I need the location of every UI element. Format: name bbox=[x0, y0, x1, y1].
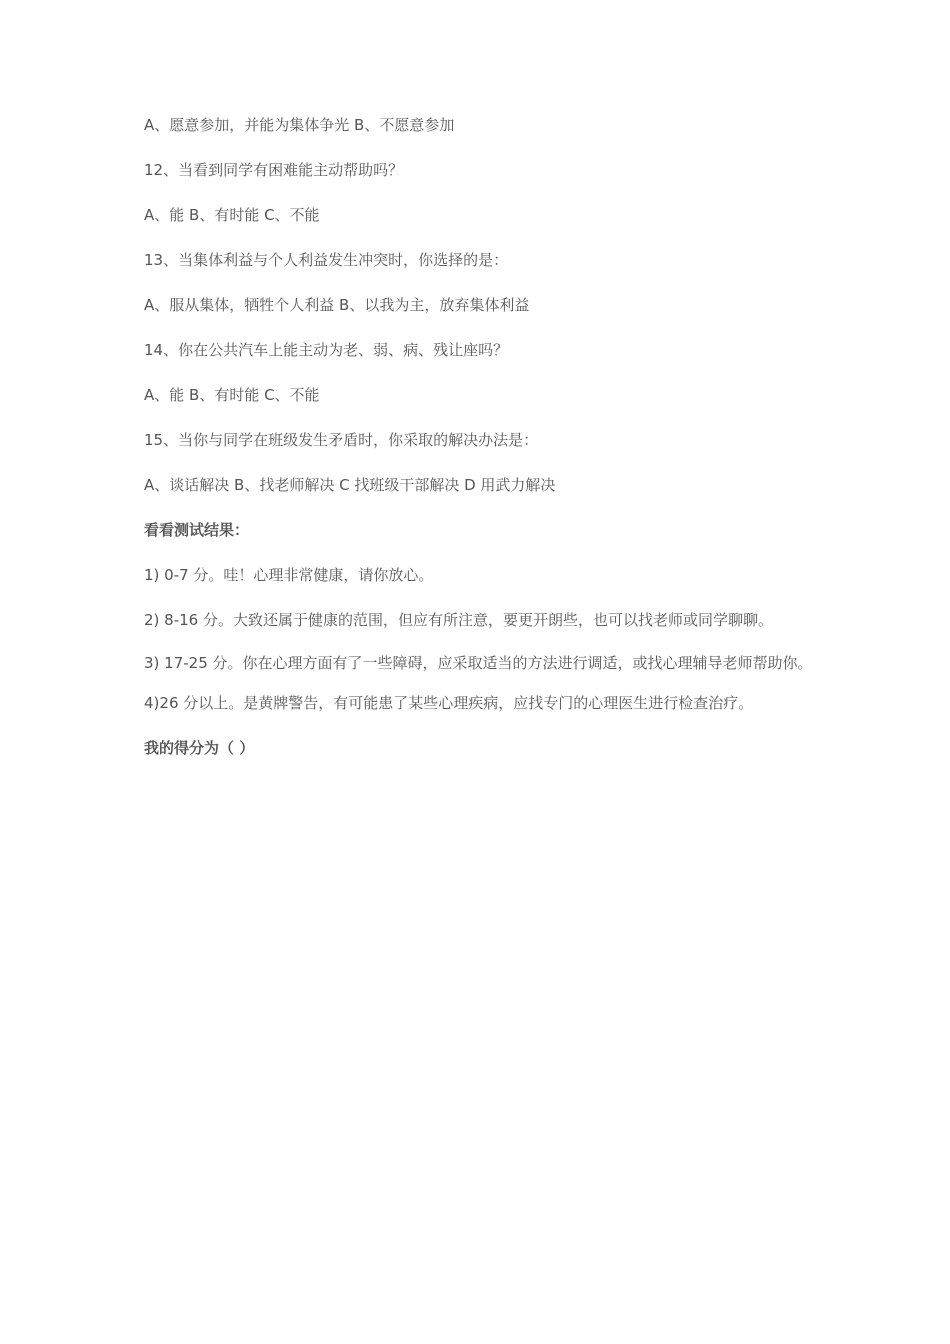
question-12: 12、当看到同学有困难能主动帮助吗？ bbox=[144, 161, 404, 179]
result-item-4: 4)26 分以上。是黄牌警告，有可能患了某些心理疾病，应找专门的心理医生进行检查治疗。 bbox=[144, 694, 754, 712]
question-14-options: A、能 B、有时能 C、不能 bbox=[144, 386, 320, 404]
score-label: 我的得分为（ ） bbox=[144, 739, 255, 757]
question-15: 15、当你与同学在班级发生矛盾时，你采取的解决办法是： bbox=[144, 431, 539, 449]
result-item-1: 1) 0-7 分。哇！心理非常健康，请你放心。 bbox=[144, 566, 434, 584]
results-heading: 看看测试结果： bbox=[144, 521, 250, 539]
result-item-2: 2) 8-16 分。大致还属于健康的范围，但应有所注意，要更开朗些，也可以找老师或同学聊聊。 bbox=[144, 611, 773, 629]
question-12-options: A、能 B、有时能 C、不能 bbox=[144, 206, 320, 224]
result-item-3: 3) 17-25 分。你在心理方面有了一些障碍，应采取适当的方法进行调适，或找心理辅导老师帮助你。 bbox=[144, 654, 813, 672]
question-14: 14、你在公共汽车上能主动为老、弱、病、残让座吗？ bbox=[144, 341, 509, 359]
question-15-options: A、谈话解决 B、找老师解决 C 找班级干部解决 D 用武力解决 bbox=[144, 476, 556, 494]
document-page bbox=[144, 112, 824, 780]
question-13: 13、当集体利益与个人利益发生冲突时，你选择的是： bbox=[144, 251, 509, 269]
question-11-options: A、愿意参加，并能为集体争光 B、不愿意参加 bbox=[144, 116, 455, 134]
question-13-options: A、服从集体，牺牲个人利益 B、以我为主，放弃集体利益 bbox=[144, 296, 530, 314]
